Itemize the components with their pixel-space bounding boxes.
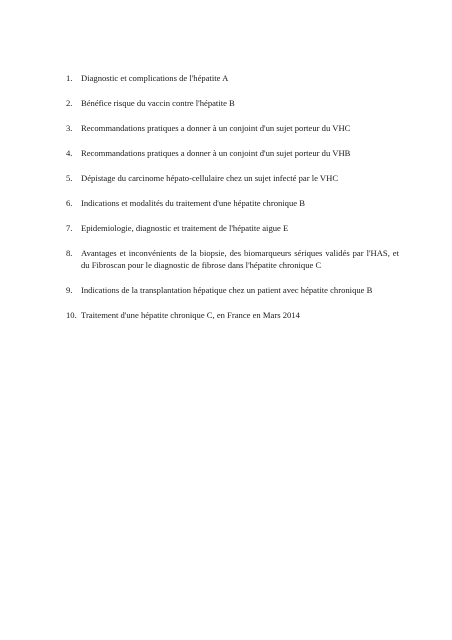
item-text: Avantages et inconvénients de la biopsie, des biomarqueurs sériques validés par l'HAS, et du Fibroscan pour le diagnostic de fibrose dans l'hépatite chronique C <box>81 248 399 270</box>
list-item <box>66 172 399 184</box>
item-text: Diagnostic et complications de l'hépatite A <box>81 73 229 83</box>
item-text: Indications et modalités du traitement d'une hépatite chronique B <box>81 198 305 208</box>
item-text: Recommandations pratiques a donner à un conjoint d'un sujet porteur du VHB <box>81 148 351 158</box>
item-number: 1. <box>66 73 73 83</box>
item-text: Dépistage du carcinome hépato-cellulaire chez un sujet infecté par le VHC <box>81 173 339 183</box>
item-text: Traitement d'une hépatite chronique C, en France en Mars 2014 <box>81 310 300 320</box>
item-number: 8. <box>66 248 73 258</box>
item-text: Bénéfice risque du vaccin contre l'hépatite B <box>81 98 235 108</box>
list-item <box>66 147 399 159</box>
list-item <box>66 247 399 271</box>
item-number: 10. <box>66 310 77 320</box>
item-number: 5. <box>66 173 73 183</box>
list-item <box>66 197 399 209</box>
item-text: Epidemiologie, diagnostic et traitement de l'hépatite aigue E <box>81 223 289 233</box>
item-number: 4. <box>66 148 73 158</box>
list-item <box>66 222 399 234</box>
item-text: Recommandations pratiques a donner à un conjoint d'un sujet porteur du VHC <box>81 123 351 133</box>
item-number: 9. <box>66 285 73 295</box>
list-item <box>66 97 399 109</box>
item-number: 6. <box>66 198 73 208</box>
item-number: 3. <box>66 123 73 133</box>
item-text: Indications de la transplantation hépatique chez un patient avec hépatite chronique B <box>81 285 373 295</box>
list-item <box>66 284 399 296</box>
item-number: 7. <box>66 223 73 233</box>
list-item <box>66 309 399 321</box>
topic-list <box>66 72 399 334</box>
list-item <box>66 122 399 134</box>
list-item <box>66 72 399 84</box>
item-number: 2. <box>66 98 73 108</box>
